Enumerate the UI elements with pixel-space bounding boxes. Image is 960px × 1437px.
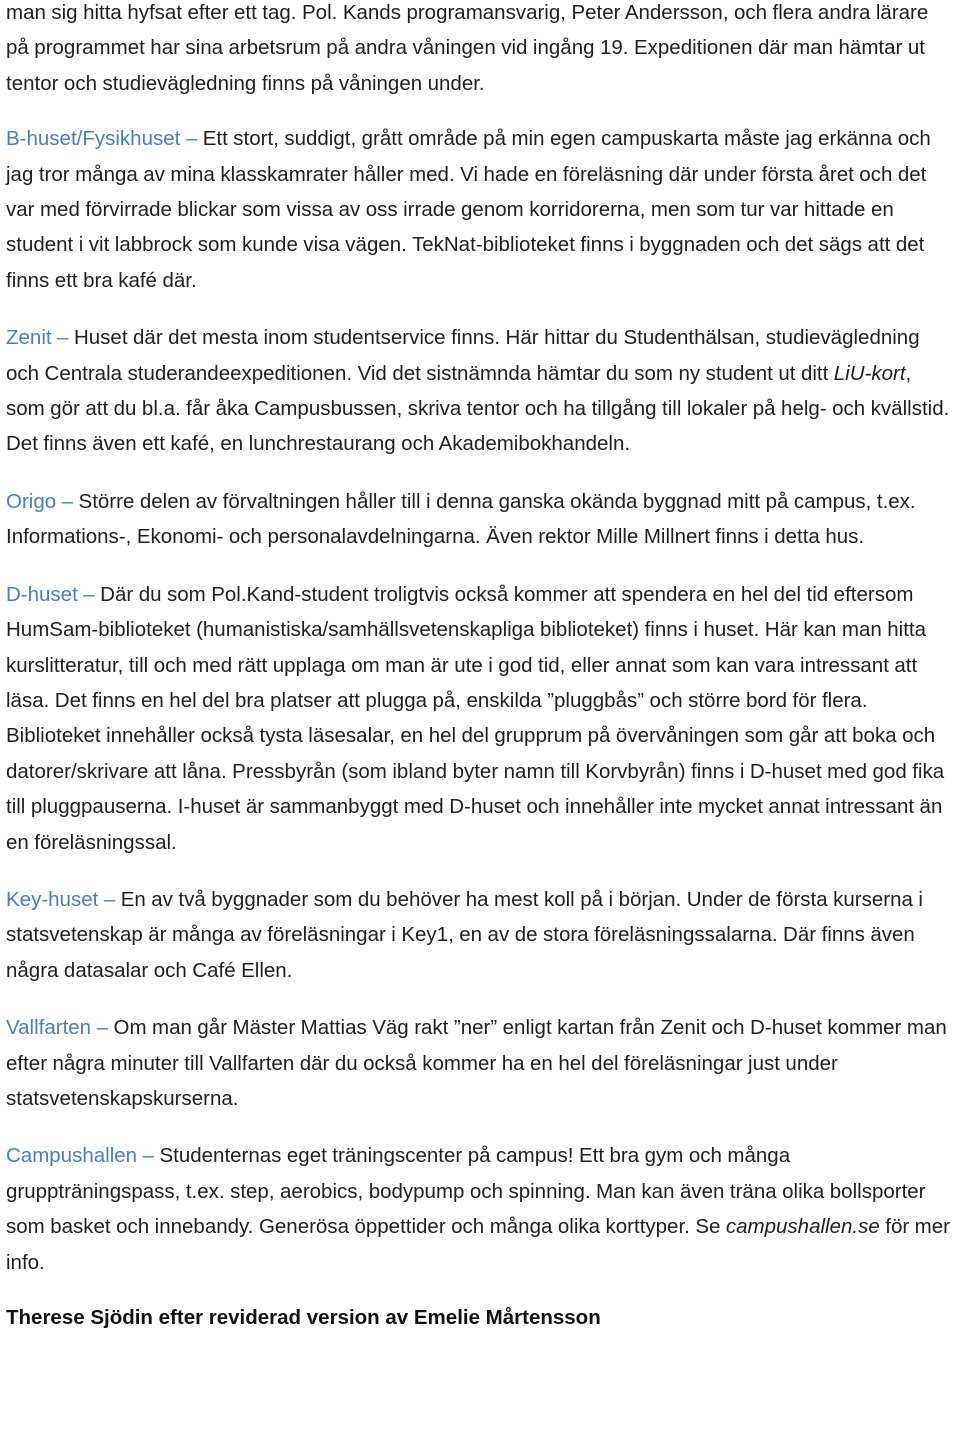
entry-dash: – <box>103 887 116 911</box>
entry-campushallen <box>6 1138 954 1280</box>
entry-emphasis: campushallen.se <box>725 1215 880 1239</box>
entry-d-huset <box>6 577 954 860</box>
entry-key-huset <box>6 882 954 988</box>
entry-dash: – <box>185 127 198 151</box>
entry-dash: – <box>61 489 74 513</box>
entry-b-huset <box>6 121 954 298</box>
entry-dash: – <box>57 326 69 350</box>
entry-text: , som gör att du bl.a. får åka Campusbussen, skriva tentor och ha tillgång till lokaler på helg- och kvällstid. Det finns även ett kafé, en lunchrestaurang och Akademibokhandeln. <box>6 361 950 456</box>
entry-term: Origo <box>6 489 57 513</box>
entry-term: Zenit <box>6 326 52 350</box>
entry-dash: – <box>83 582 95 606</box>
entry-dash: – <box>142 1144 154 1168</box>
entry-dash: – <box>96 1016 108 1040</box>
entry-origo <box>6 484 954 555</box>
entry-term: Key-huset <box>6 887 99 911</box>
entry-text: Större delen av förvaltningen håller till i denna ganska okända byggnad mitt på campus, t.ex. Informations-, Ekonomi- och personalavdelningarna. Även rektor Mille Millnert finns i detta hus. <box>6 489 916 549</box>
author-signature: Therese Sjödin efter reviderad version av Emelie Mårtensson <box>6 1306 601 1329</box>
entry-term: D-huset <box>6 582 78 606</box>
entry-emphasis: LiU-kort <box>833 361 906 385</box>
intro-paragraph: man sig hitta hyfsat efter ett tag. Pol. Kands programansvarig, Peter Andersson, och flera andra lärare på programmet har sina arbetsrum på andra våningen vid ingång 19. Expeditionen där man hämtar ut tentor och studievägledning finns på våningen under. <box>6 1 929 95</box>
entry-text: Ett stort, suddigt, grått område på min egen campuskarta måste jag erkänna och jag tror många av mina klasskamrater håller med. Vi hade en föreläsning där under första året och det var med förvirrade blickar som vissa av oss irrade genom korridorerna, men som tur var hittade en student i vit labbrock som kunde visa vägen. TekNat-biblioteket finns i byggnaden och det sägs att det finns ett bra kafé där. <box>6 127 931 292</box>
entry-text: En av två byggnader som du behöver ha mest koll på i början. Under de första kurserna i statsvetenskap är många av föreläsningar i Key1, en av de stora föreläsningssalarna. Där finns även några datasalar och Café Ellen. <box>6 887 923 982</box>
entry-text: Studenternas eget träningscenter på campus! Ett bra gym och många gruppträningspass, t.ex. step, aerobics, bodypump och spinning. Man kan även träna olika bollsporter som basket och innebandy. Generösa öppettider och många olika korttyper. Se <box>6 1144 926 1239</box>
entry-term: Campushallen <box>6 1144 138 1168</box>
entry-text: Om man går Mäster Mattias Väg rakt ”ner” enligt kartan från Zenit och D-huset kommer man efter några minuter till Vallfarten där du också kommer ha en hel del föreläsningar just under statsvetenskapskurserna. <box>6 1016 947 1110</box>
entry-term: Vallfarten <box>6 1016 92 1040</box>
entry-text: för mer info. <box>6 1215 950 1274</box>
entry-text: Huset där det mesta inom studentservice finns. Här hittar du Studenthälsan, studievägledning och Centrala studerandeexpeditionen. Vid det sistnämnda hämtar du som ny student ut ditt <box>6 326 920 385</box>
entry-vallfarten <box>6 1010 954 1116</box>
entry-term: B-huset/Fysikhuset <box>6 127 181 151</box>
entry-text: Där du som Pol.Kand-student troligtvis också kommer att spendera en hel del tid eftersom HumSam-biblioteket (humanistiska/samhällsvetenskapliga biblioteket) finns i huset. Här kan man hitta kurslitteratur, till och med rätt upplaga om man är ute i god tid, eller annat som kan vara intressant att läsa. Det finns en hel del bra platser att plugga på, enskilda ”pluggbås” och större bord för flera. Biblioteket innehåller också tysta läsesalar, en hel del grupprum på övervåningen som går att boka och datorer/skrivare att låna. Pressbyrån (som ibland byter namn till Korvbyrån) finns i D-huset med god fika till pluggpauserna. I-huset är sammanbyggt med D-huset och innehåller inte mycket annat intressant än en föreläsningssal. <box>6 582 945 854</box>
entry-zenit <box>6 320 954 462</box>
